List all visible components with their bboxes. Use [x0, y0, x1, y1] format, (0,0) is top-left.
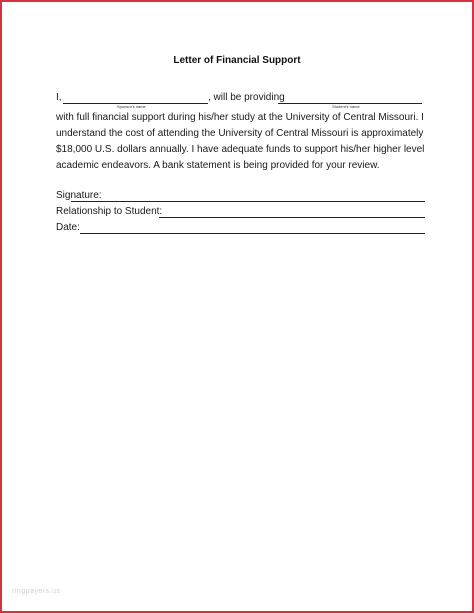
- body-line: $18,000 U.S. dollars annually. I have adequate funds to support his/her higher level: [56, 144, 425, 155]
- date-blank-line[interactable]: [80, 233, 425, 234]
- body-line: understand the cost of attending the University of Central Missouri is approximately: [56, 128, 424, 139]
- relationship-label: Relationship to Student:: [56, 206, 163, 217]
- signature-field: [56, 190, 428, 204]
- signature-blank-line[interactable]: [71, 201, 425, 202]
- intro-line: [56, 92, 428, 109]
- signature-label: Signature:: [56, 190, 102, 201]
- intro-prefix: I,: [56, 92, 62, 103]
- letter-body: [56, 110, 428, 174]
- body-line: with full financial support during his/her study at the University of Central Missouri. I: [56, 112, 424, 123]
- body-line: academic endeavors. A bank statement is being provided for your review.: [56, 160, 380, 171]
- document-title: Letter of Financial Support: [173, 55, 301, 66]
- relationship-field: [56, 206, 428, 220]
- date-label: Date:: [56, 222, 80, 233]
- intro-middle: , will be providing: [208, 92, 285, 103]
- student-name-caption: Student's name: [332, 104, 360, 109]
- date-field: [56, 222, 428, 236]
- sponsor-name-caption: Sponsor's name: [117, 104, 146, 109]
- relationship-blank-line[interactable]: [159, 217, 425, 218]
- watermark-text: ringpayers.us: [12, 588, 61, 595]
